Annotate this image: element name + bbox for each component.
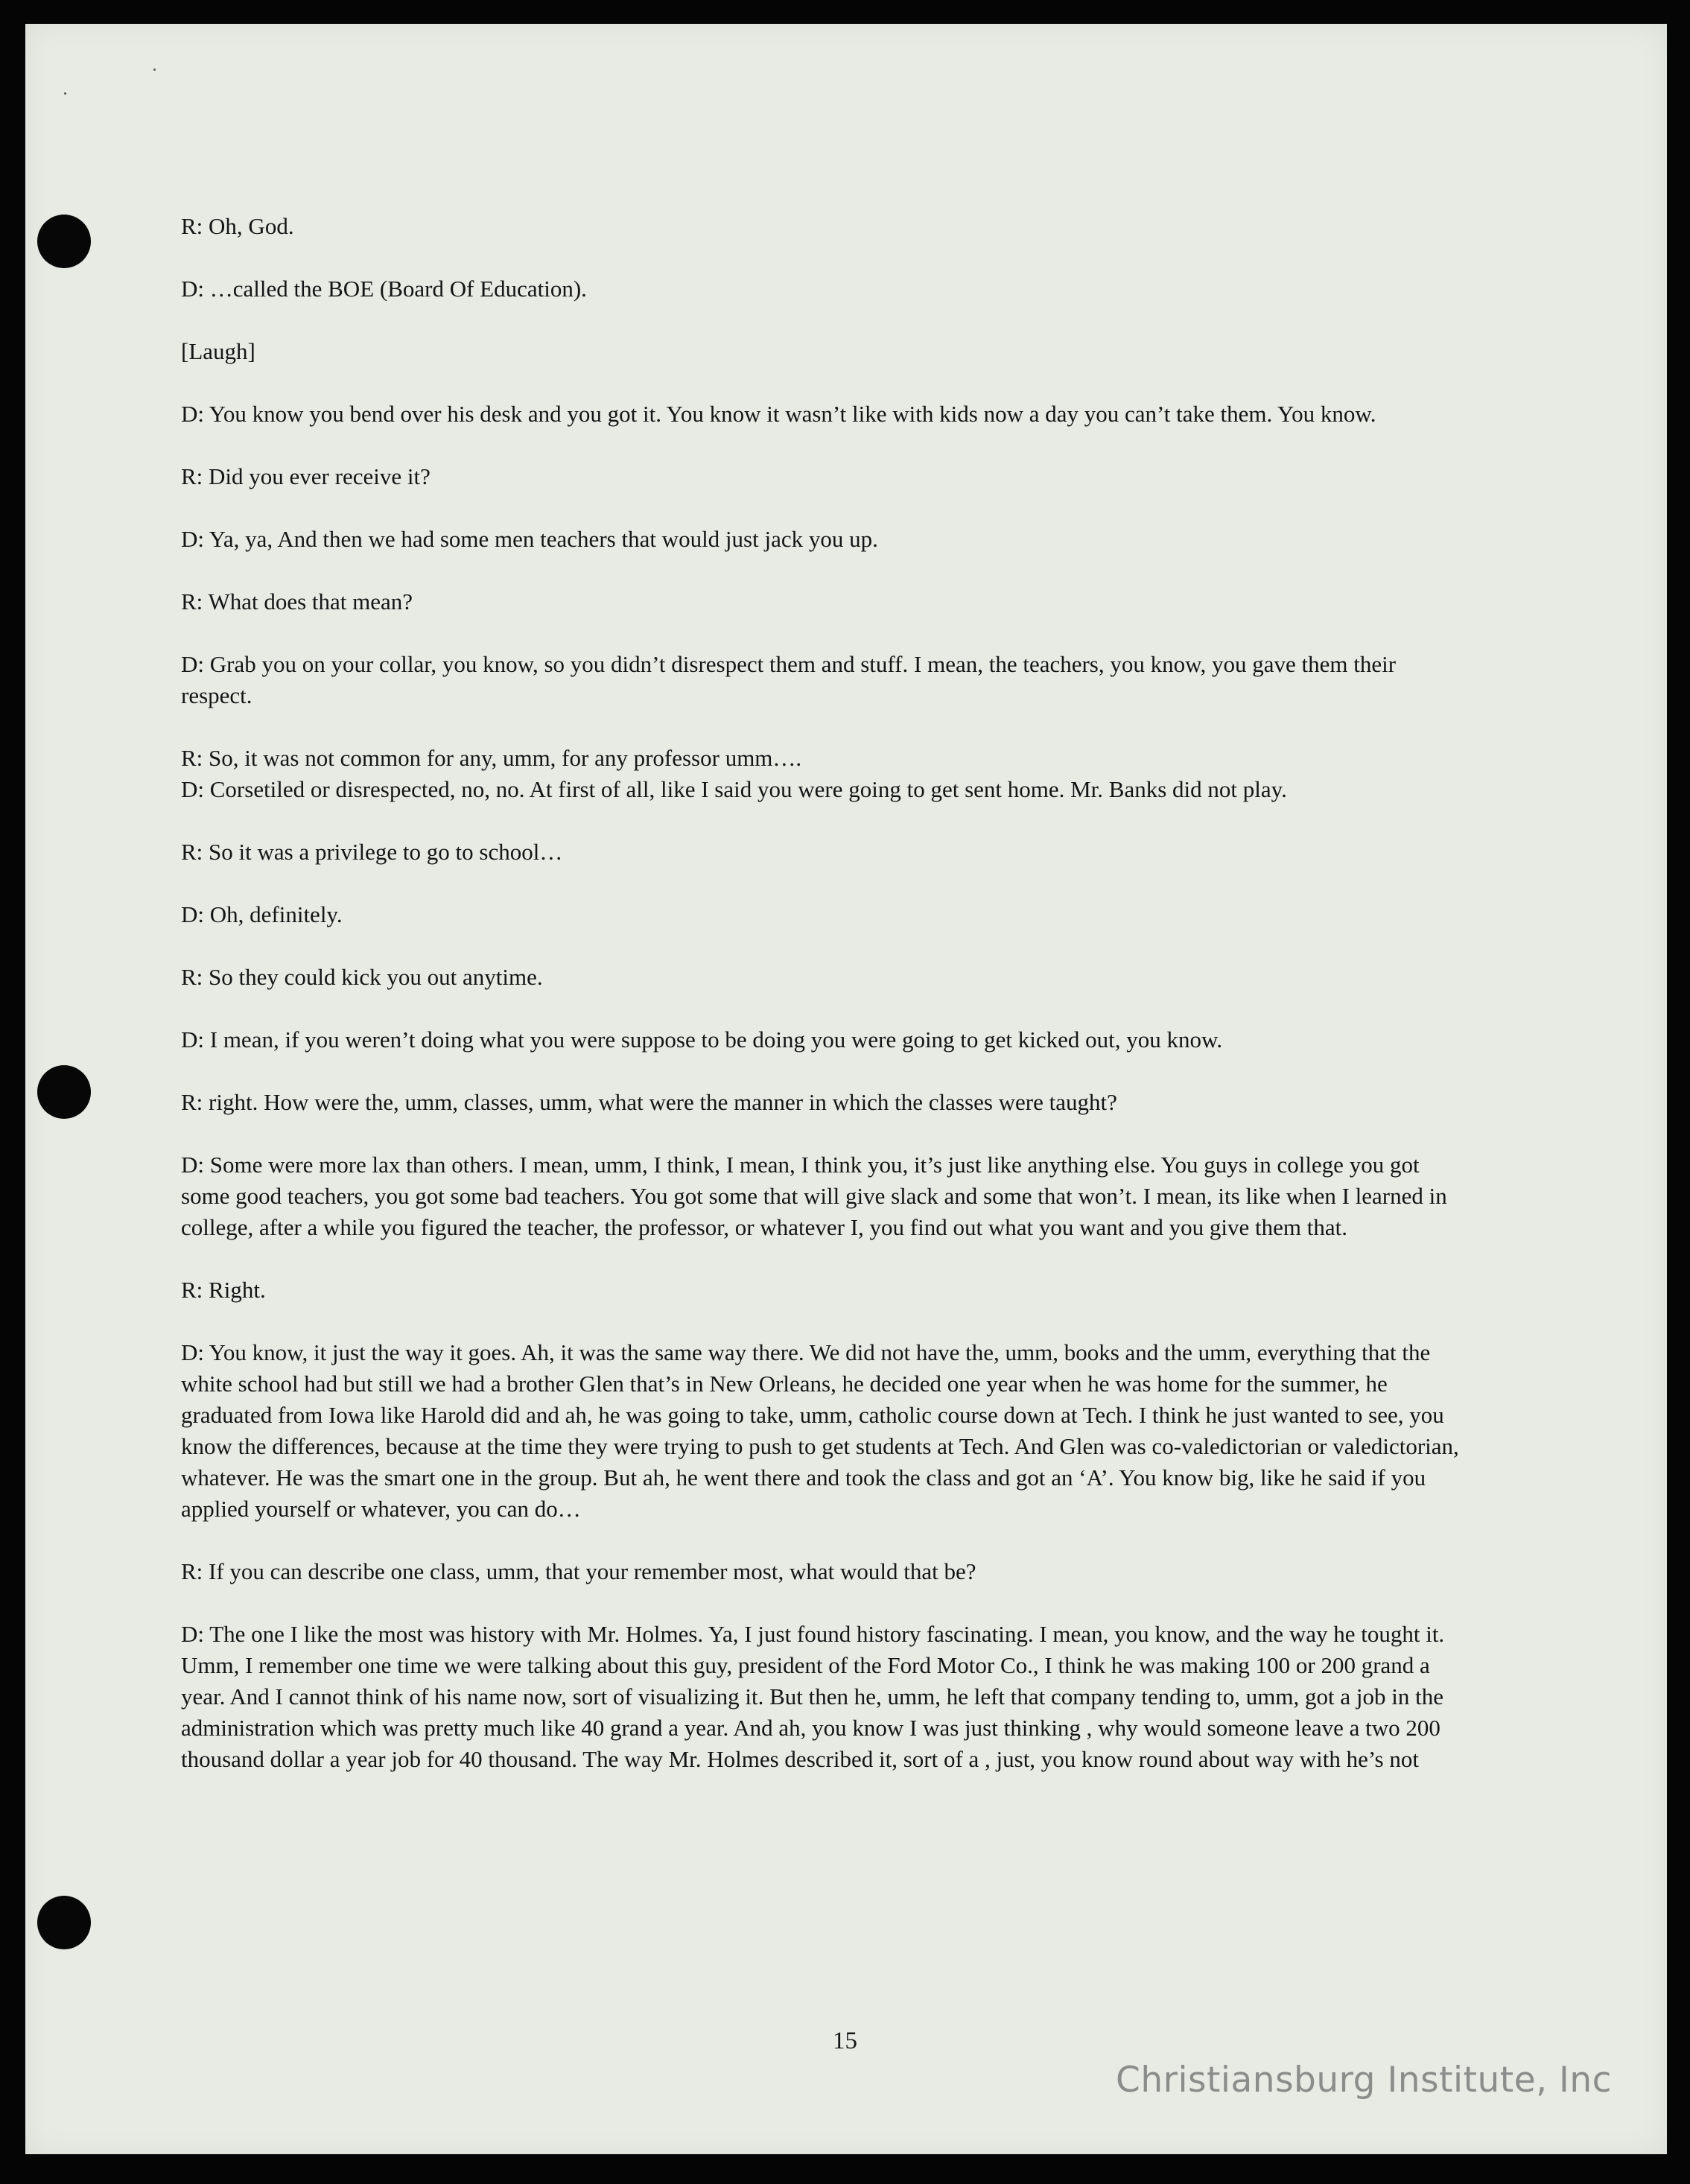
transcript-line: D: Some were more lax than others. I mean, umm, I think, I mean, I think you, it’s just like anything else. You guys in college you got some good teachers, you got some bad teachers. You got some that will give slack and some that won’t. I mean, its like when I learned in college, after a while you figured the teacher, the professor, or whatever I, you find out what you want and you give them that.	[181, 1152, 1447, 1240]
transcript-line: D: The one I like the most was history with Mr. Holmes. Ya, I just found history fascinating. I mean, you know, and the way he tought it. Umm, I remember one time we were talking about this guy, president of the Ford Motor Co., I think he was making 100 or 200 grand a year. And I cannot think of his name now, sort of visualizing it. But then he, umm, he left that company tending to, umm, got a job in the administration which was pretty much like 40 grand a year. And ah, you know I was just thinking , why would someone leave a two 200 thousand dollar a year job for 40 thousand. The way Mr. Holmes described it, sort of a , just, you know round about way with he’s not	[181, 1621, 1445, 1772]
transcript-line: D: Corsetiled or disrespected, no, no. At first of all, like I said you were going to get sent home. Mr. Banks did not play.	[181, 776, 1287, 802]
transcript-line: [Laugh]	[181, 338, 255, 364]
transcript-line: D: Oh, definitely.	[181, 901, 343, 927]
transcript-line: R: So it was a privilege to go to school…	[181, 839, 563, 865]
binder-hole-middle	[37, 1065, 91, 1119]
transcript-line: R: If you can describe one class, umm, that your remember most, what would that be?	[181, 1558, 976, 1584]
scan-speck	[64, 92, 66, 95]
transcript-line: D: You know you bend over his desk and you got it. You know it wasn’t like with kids now a day you can’t take them. You know.	[181, 401, 1376, 427]
transcript-line: R: right. How were the, umm, classes, umm, what were the manner in which the classes were taught?	[181, 1089, 1117, 1115]
transcript-line: D: I mean, if you weren’t doing what you were suppose to be doing you were going to get kicked out, you know.	[181, 1026, 1223, 1053]
transcript-line: R: So, it was not common for any, umm, for any professor umm….	[181, 745, 802, 771]
watermark: Christiansburg Institute, Inc	[1116, 2060, 1612, 2101]
page-number: 15	[833, 2028, 857, 2054]
transcript-line: R: Did you ever receive it?	[181, 463, 431, 489]
transcript-line: R: So they could kick you out anytime.	[181, 964, 543, 990]
scan-speck	[153, 69, 156, 71]
transcript-line: R: Oh, God.	[181, 213, 294, 239]
transcript-line: D: Grab you on your collar, you know, so you didn’t disrespect them and stuff. I mean, the teachers, you know, you gave them their respect.	[181, 651, 1397, 708]
transcript-line: D: Ya, ya, And then we had some men teachers that would just jack you up.	[181, 526, 878, 552]
transcript-body	[181, 211, 1462, 1775]
transcript-line: D: …called the BOE (Board Of Education).	[181, 276, 587, 302]
transcript-line: R: Right.	[181, 1277, 266, 1303]
binder-hole-top	[37, 215, 91, 268]
transcript-line: R: What does that mean?	[181, 588, 413, 615]
transcript-line: D: You know, it just the way it goes. Ah, it was the same way there. We did not have the, umm, books and the umm, everything that the white school had but still we had a brother Glen that’s in New Orleans, he decided one year when he was home for the summer, he graduated from Iowa like Harold did and ah, he was going to take, umm, catholic course down at Tech. I think he just wanted to see, you know the differences, because at the time they were trying to push to get students at Tech. And Glen was co-valedictorian or valedictorian, whatever. He was the smart one in the group. But ah, he went there and took the class and got an ‘A’. You know big, like he said if you applied yourself or whatever, you can do…	[181, 1339, 1459, 1522]
binder-hole-bottom	[37, 1896, 91, 1949]
